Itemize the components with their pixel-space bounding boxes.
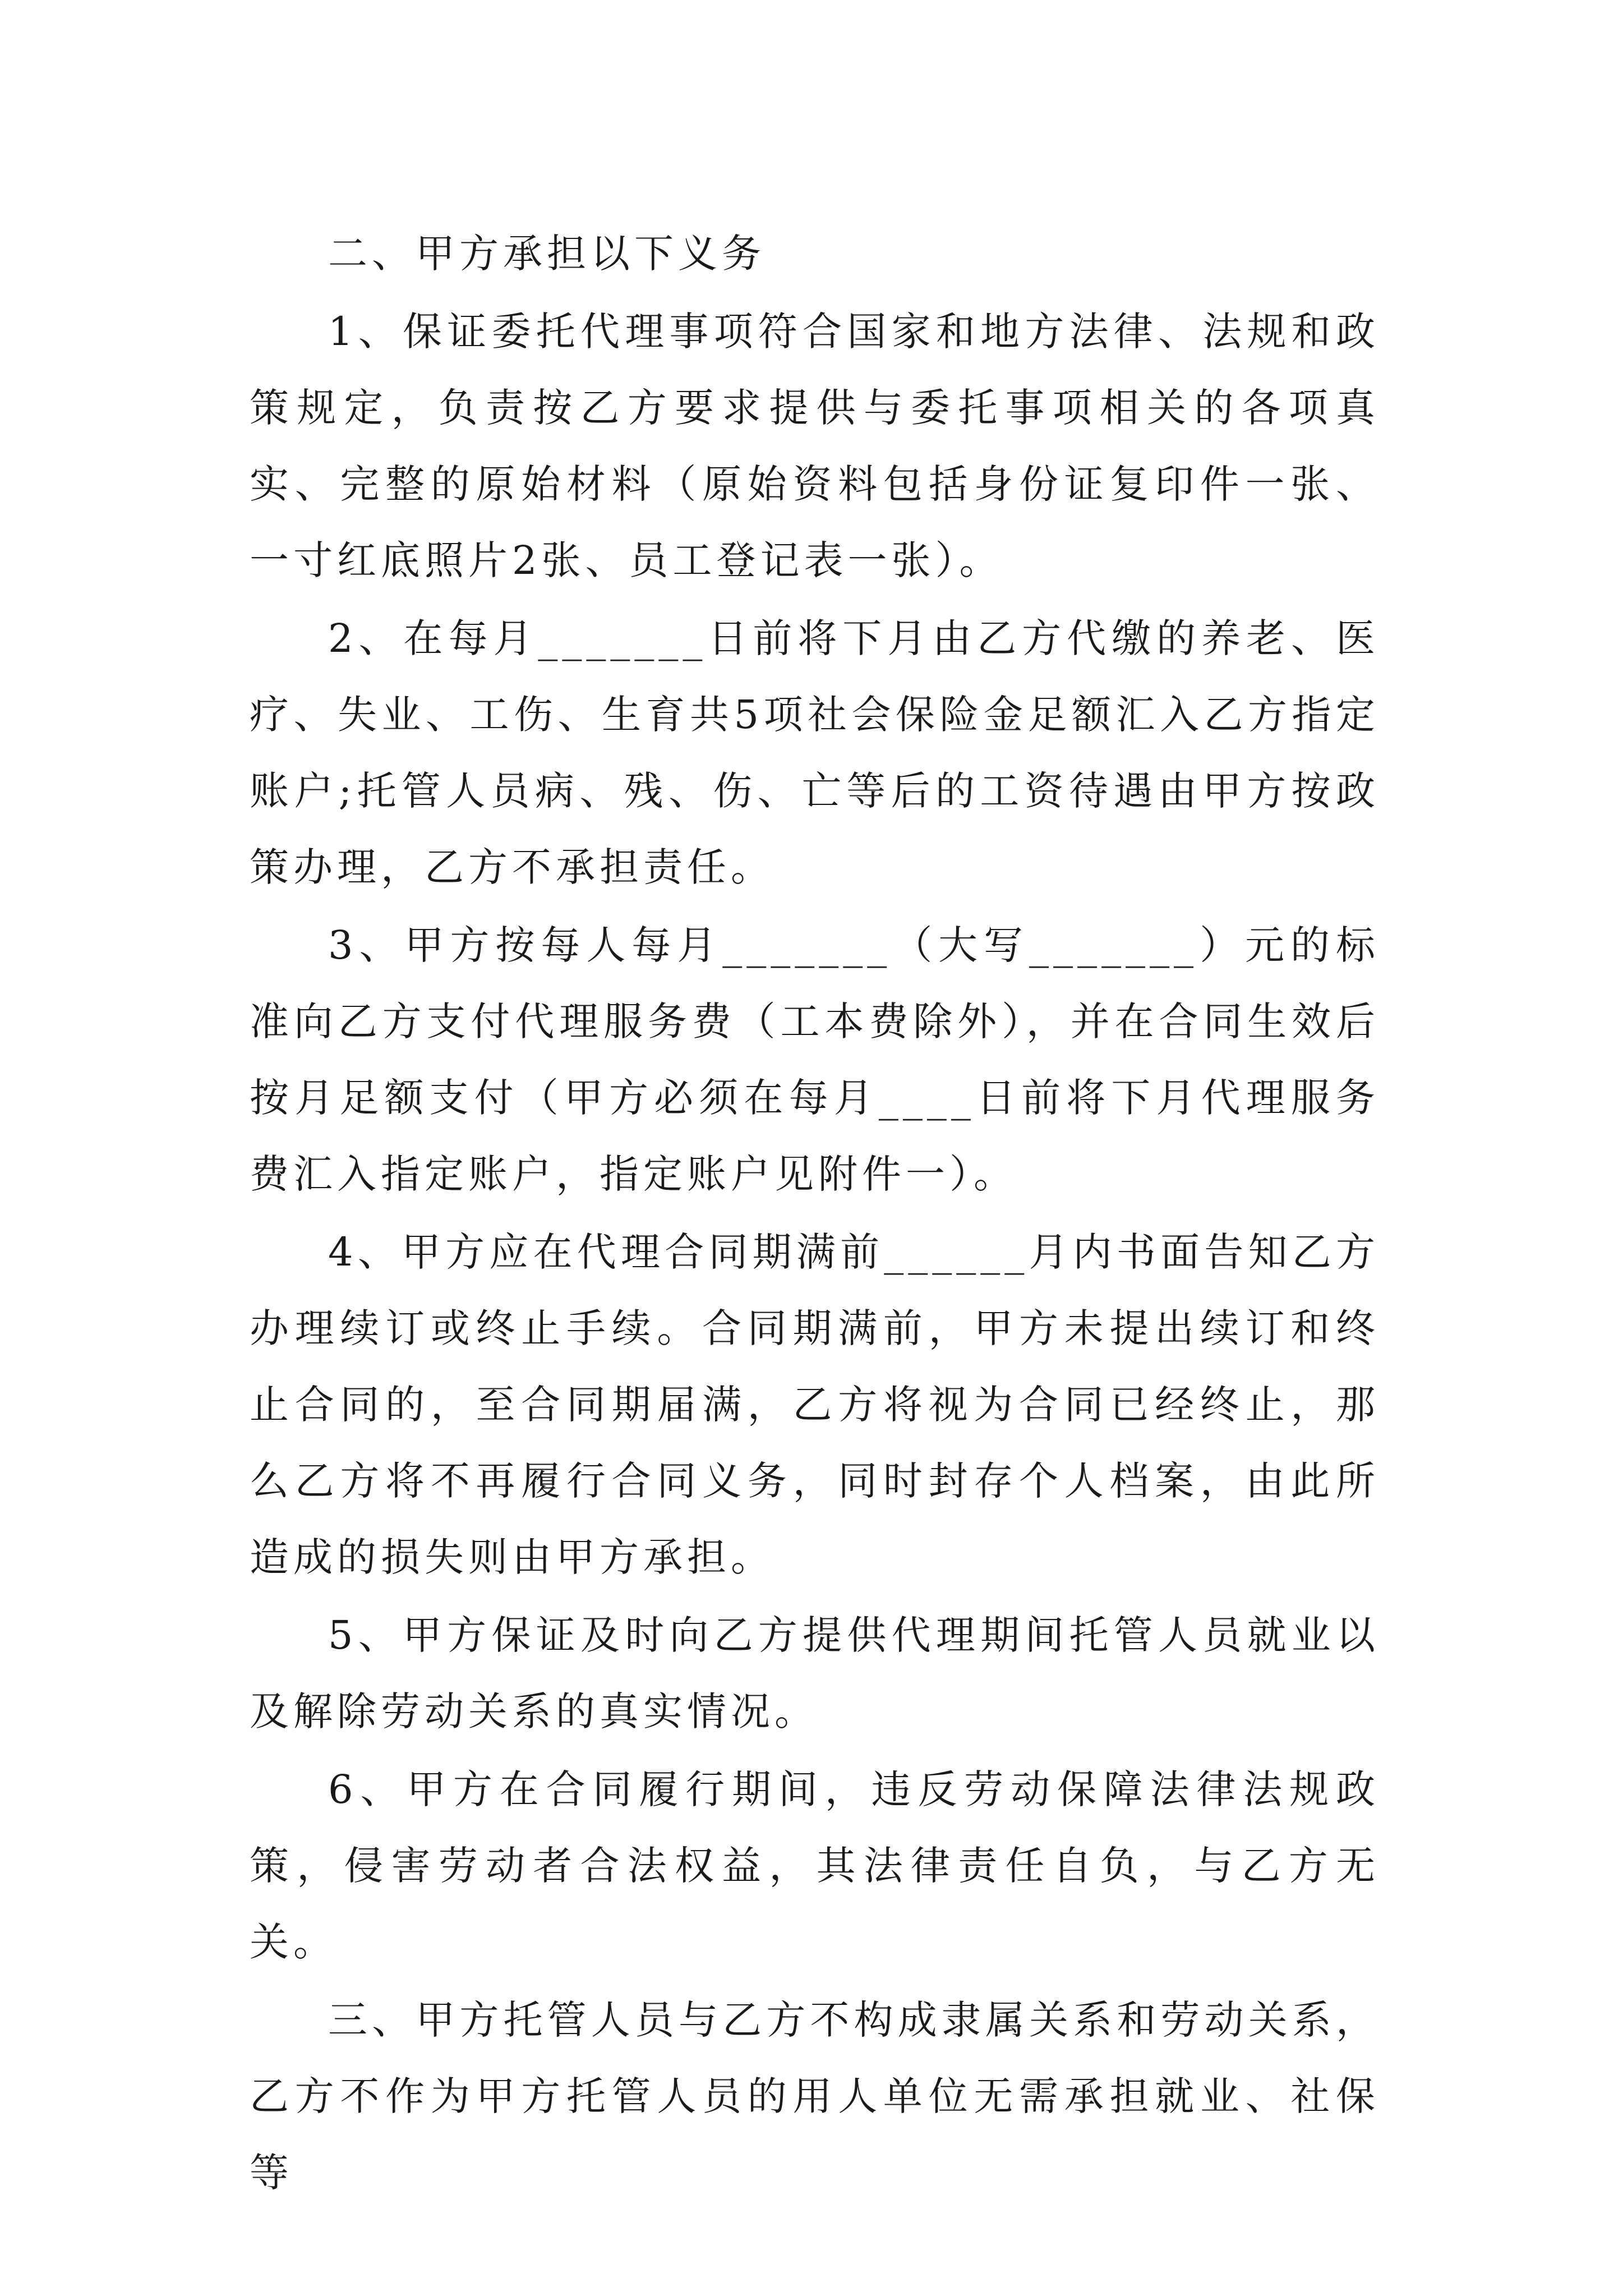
clause-5: 5、甲方保证及时向乙方提供代理期间托管人员就业以及解除劳动关系的真实情况。 <box>250 1612 1380 1734</box>
clause-2: 2、在每月_______日前将下月由乙方代缴的养老、医疗、失业、工伤、生育共5项社会保险金足额汇入乙方指定账户;托管人员病、残、伤、亡等后的工资待遇由甲方按政策办理，乙方不承担责任。 <box>250 615 1380 890</box>
clause-4: 4、甲方应在代理合同期满前______月内书面告知乙方办理续订或终止手续。合同期满前，甲方未提出续订和终止合同的，至合同期届满，乙方将视为合同已经终止，那么乙方将不再履行合同义务，同时封存个人档案，由此所造成的损失则由甲方承担。 <box>250 1229 1380 1580</box>
section-three: 三、甲方托管人员与乙方不构成隶属关系和劳动关系，乙方不作为甲方托管人员的用人单位无需承担就业、社保等 <box>250 1997 1380 2196</box>
clause-1: 1、保证委托代理事项符合国家和地方法律、法规和政策规定，负责按乙方要求提供与委托事项相关的各项真实、完整的原始材料（原始资料包括身份证复印件一张、一寸红底照片2张、员工登记表一张）。 <box>250 309 1380 583</box>
clause-6: 6、甲方在合同履行期间，违反劳动保障法律法规政策，侵害劳动者合法权益，其法律责任自负，与乙方无关。 <box>250 1766 1380 1965</box>
clause-3: 3、甲方按每人每月_______（大写_______）元的标准向乙方支付代理服务费（工本费除外），并在合同生效后按月足额支付（甲方必须在每月____日前将下月代理服务费汇入指定账户，指定账户见附件一）。 <box>250 922 1380 1197</box>
section-heading-obligations: 二、甲方承担以下义务 <box>328 231 766 277</box>
document-body <box>250 215 1380 2212</box>
